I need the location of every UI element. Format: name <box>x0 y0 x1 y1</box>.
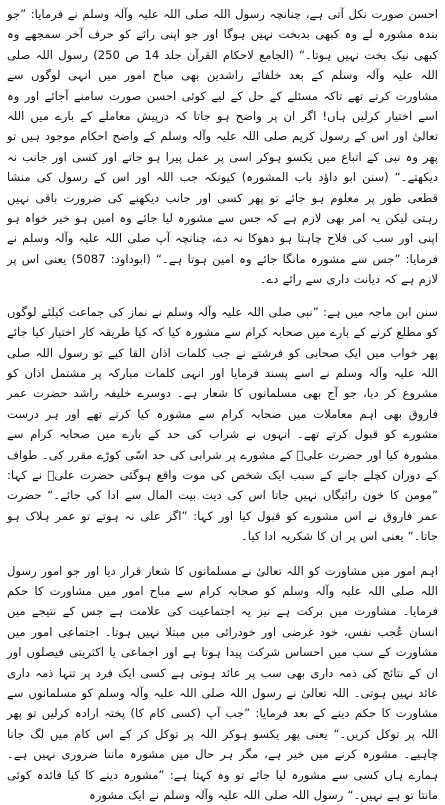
paragraph-importance-of-mashwara: اہم امور میں مشاورت کو اللہ تعالیٰ نے مسلمانوں کا شعار قرار دیا اور جو امور رسول اللہ صلی اللہ علیہ وآلہ وسلم کو صحابہ کرام سے مباح امور میں مشاورت کا حکم فرمایا۔ مشاورت میں برکت ہے نیز یہ اجتماعیت کی علامت ہے جس کے نتیجے میں انسان عُجب نفس، خود غرضی اور خودرائی میں مبتلا نہیں ہوتا۔ اجتماعی امور میں مشاورت کے سب میں احساس شرکت پیدا ہوتا ہے اور اجماعی یا اکثریتی فیصلوں اور ان کے نتائج کی ذمہ داری بھی سب پر عائد ہوتی ہے کسی ایک فرد پر تنہا ذمہ داری عائد نہیں ہوتی۔ اللہ تعالیٰ نے رسول اللہ صلی اللہ علیہ وآلہ وسلم کو مسلمانوں سے مشاورت کا حکم دینے کے بعد فرمایا: ”جب آپ (کسی کام کا) پختہ ارادہ کرلیں تو پھر اللہ پر توکل کریں۔“ یعنی پھر یکسو ہوکر اللہ پر توکل کر کے اس کام میں لگ جانا چاہیے۔ مشورہ کرنے میں خیر ہے، مگر ہر حال میں مشورہ ماننا ضروری نہیں ہے۔ ہمارے ہاں کسی سے مشورہ لیا جائے تو وہ کہتا ہے: ”مشورہ دینے کا کیا فائدہ کوئی مانتا تو ہے نہیں۔“ رسول اللہ صلی اللہ علیہ وآلہ وسلم نے ایک مشورہ <box>7 563 438 803</box>
paragraph-hadith-consultation: احسن صورت نکل آتی ہے، چنانچہ رسول اللہ صلی اللہ علیہ وآلہ وسلم نے فرمایا: ”جو بندہ مشورہ لے وہ کبھی بدبخت نہیں ہوگا اور جو اپنی رائے کو حرف آخر سمجھے وہ کبھی نیک بخت نہیں ہوتا۔“ (الجامع لاحکام القرآن جلد 14 ص 250) رسول اللہ صلی اللہ علیہ وآلہ وسلم کے بعد خلفائے راشدین بھی مباح امور میں انہی لوگوں سے مشاورت کرتے تھے تاکہ مسئلے کے حل کے لیے کوئی احسن صورت سامنے آجائے اور وہ اسے اختیار کرلیں ہاں! اگر ان پر واضح ہو جاتا کہ درپیش معاملے کے بارے میں اللہ تعالیٰ اور اس کے رسول کریم صلی اللہ علیہ وآلہ وسلم کے واضح احکام موجود ہیں تو پھر وہ نبی کے اتباع میں یکسو ہوکر اسی پر عمل پیرا ہو جاتے اور کسی اور جانب نہ دیکھتے۔“ (سنن ابو داؤد باب المشورہ) کیونکہ جب اللہ اور اس کے رسول کی منشا قطعی طور پر معلوم ہو جائے تو پھر کسی اور جانب دیکھنے کی ضرورت باقی نہیں رہتی لیکن یہ امر بھی لازم ہے کہ جس سے مشورہ لیا جائے وہ امین ہو خیر خواہ ہو اپنی اور سب کی فلاح چاہتا ہو دھوکا نہ دے، چنانچہ آپ صلی اللہ علیہ وآلہ وسلم نے فرمایا: ”جس سے مشورہ مانگا جائے وہ امین ہوتا ہے۔“ (ابوداود: 5087) یعنی اس پر لازم ہے کہ دیانت داری سے رائے دے۔ <box>7 7 439 287</box>
paragraph-ibn-majah-azan: سنن ابن ماجہ میں ہے: ”نبی صلی اللہ علیہ وآلہ وسلم نے نماز کی جماعت کیلئے لوگوں کو مطلع کرنے کے بارے میں صحابہ کرام سے مشورہ کیا کہ کیا طریقہ کار اختیار کیا جائے پھر خواب میں ایک صحابی کو فرشتے نے جب کلمات اذان القا کیے تو رسول اللہ صلی اللہ علیہ وآلہ وسلم نے اسے پسند فرمایا اور انہی کلمات مبارکہ پر مشتمل اذان کو مشروع کر دیا، جو آج بھی مسلمانوں کا شعار ہے۔ دوسرے خلیفہ راشد حضرت عمر فاروق بھی اہم معاملات میں صحابہ کرام سے مشورہ کیا کرتے تھے اور ہر درست مشورے کو قبول کرتے تھے۔ انہوں نے شراب کی حد کے بارے میں صحابہ کرام سے مشورہ کیا اور حضرت علیؓ کے مشورے پر شرابی کی حد اسّی کوڑے مقرر کی۔ طواف کے دوران کچلے جانے کے سبب ایک شخص کی موت واقع ہوگئی حضرت علیؓ نے کہا: ”مومن کا خون رائیگاں نہیں جاتا اس کی دیت بیت المال سے ادا کی جائے۔“ حضرت عمر فاروق نے اس مشورے کو قبول کیا اور کہا: ”اگر علی نہ ہوتے تو عمر ہلاک ہو جاتا۔“ یعنی اس پر ان کا شکریہ ادا کیا۔ <box>7 304 438 544</box>
